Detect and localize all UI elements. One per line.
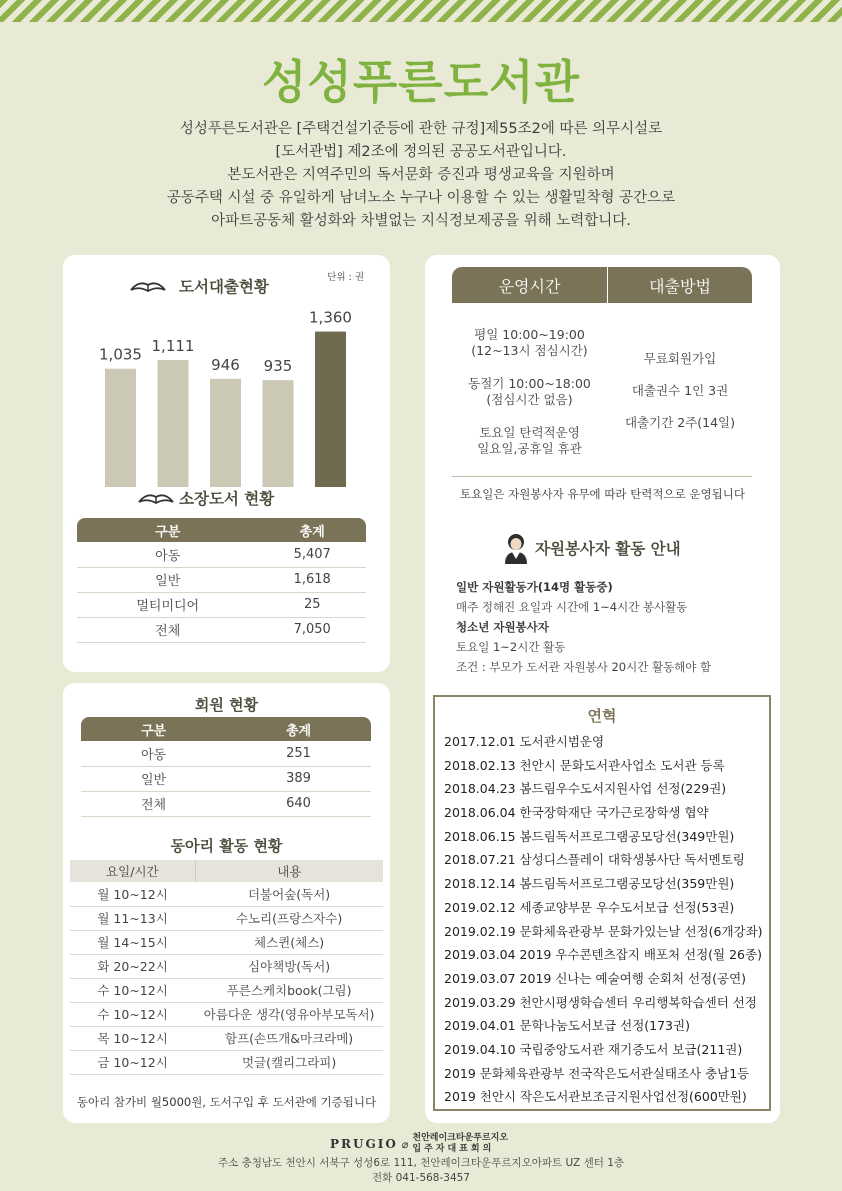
brand-text xyxy=(412,1133,508,1155)
chart-bar xyxy=(315,332,346,487)
loan-line: 대출기간 2주(14일) xyxy=(624,415,736,430)
hours-list xyxy=(452,327,607,457)
open-book-icon xyxy=(137,490,175,506)
chart-bar xyxy=(210,379,241,487)
hours-line: (12~13시 점심시간) xyxy=(471,343,588,358)
table-row xyxy=(70,978,383,1002)
history-item: 2018.06.04 한국장학재단 국가근로장학생 협약 xyxy=(444,805,709,821)
loans-bar-chart xyxy=(63,285,390,495)
footer-phone: 전화 041-568-3457 xyxy=(371,1172,470,1184)
volunteer-general-text: 매주 정해진 요일과 시간에 1~4시간 봉사활동 xyxy=(456,600,688,614)
members-table xyxy=(81,717,371,817)
table-row xyxy=(70,1026,383,1050)
history-item: 2019.03.29 천안시평생학습센터 우리행복학습센터 선정 xyxy=(444,994,757,1010)
history-item: 2019.04.01 문학나눔도서보급 선정(173권) xyxy=(444,1018,690,1034)
history-item: 2019.02.12 세종교양부문 우수도서보급 선정(53권) xyxy=(444,899,735,915)
committee: 입주자대표회의 xyxy=(412,1144,495,1154)
table-row xyxy=(70,1002,383,1026)
table-row xyxy=(81,766,371,791)
table-cell: 전체 xyxy=(81,791,226,816)
table-cell: 아름다운 생각(영유아부모독서) xyxy=(195,1002,383,1026)
volunteer-general-title: 일반 자원활동가(14명 활동중) xyxy=(456,580,613,594)
table-cell: 수 10~12시 xyxy=(70,978,195,1002)
table-row xyxy=(70,1050,383,1074)
clubs-table-wrap xyxy=(70,860,383,1075)
footer-logo xyxy=(330,1133,508,1155)
table-cell: 금 10~12시 xyxy=(70,1050,195,1074)
hours-line: 일요일,공휴일 휴관 xyxy=(477,441,582,456)
table-cell: 더불어숲(독서) xyxy=(195,882,383,906)
divider xyxy=(452,476,752,477)
intro-line: 본도서관은 지역주민의 독서문화 증진과 평생교육을 지원하며 xyxy=(227,167,615,183)
intro-line: 아파트공동체 활성화와 차별없는 지식정보제공을 위해 노력합니다. xyxy=(211,213,631,229)
brand-leaf-icon: ⌀ xyxy=(401,1137,409,1151)
chart-value-label: 935 xyxy=(263,357,293,376)
table-cell: 아동 xyxy=(81,741,226,766)
page-title: 성성푸른도서관 xyxy=(261,55,581,109)
table-cell: 멀티미디어 xyxy=(77,592,258,617)
table-cell: 640 xyxy=(226,791,371,816)
table-row xyxy=(70,882,383,906)
top-stripe xyxy=(0,0,842,22)
history-item: 2019 천안시 작은도서관보조금지원사업선정(600만원) xyxy=(444,1089,747,1105)
history-item: 2018.07.21 삼성디스플레이 대학생봉사단 독서멘토링 xyxy=(444,852,745,868)
intro-line: 성성푸른도서관은 [주택건설기준등에 관한 규정]제55조2에 따른 의무시설로 xyxy=(179,121,663,137)
table-row xyxy=(77,617,366,642)
chart-value-label: 1,111 xyxy=(151,337,195,356)
history-item: 2018.06.15 봄드림독서프로그램공모당선(349만원) xyxy=(444,828,735,844)
loan-line: 무료회원가입 xyxy=(643,351,717,366)
table-row xyxy=(70,930,383,954)
table-cell: 251 xyxy=(226,741,371,766)
table-header-row xyxy=(77,518,366,542)
holdings-table xyxy=(77,518,366,643)
hours-line: (점심시간 없음) xyxy=(486,392,573,407)
table-row xyxy=(77,542,366,567)
table-cell: 멋글(캘리그라피) xyxy=(195,1050,383,1074)
hours-line: 평일 10:00~19:00 xyxy=(474,327,585,342)
table-row xyxy=(70,906,383,930)
table-header-cell: 구분 xyxy=(77,518,258,542)
chart-bar xyxy=(105,369,136,487)
loan-line: 대출권수 1인 3권 xyxy=(631,383,729,398)
loans-holdings-card xyxy=(63,255,390,672)
chart-value-label: 1,035 xyxy=(99,345,142,364)
table-cell: 389 xyxy=(226,766,371,791)
volunteer-youth-title: 청소년 자원봉사자 xyxy=(456,620,549,634)
volunteer-header xyxy=(501,531,681,565)
chart-bar xyxy=(263,380,294,487)
holdings-title: 소장도서 현황 xyxy=(179,490,275,508)
table-cell: 전체 xyxy=(77,617,258,642)
history-item: 2018.12.14 봄드림독서프로그램공모당선(359만원) xyxy=(444,876,735,892)
loan-method-list xyxy=(608,351,752,431)
history-list xyxy=(444,730,769,1109)
intro-line: [도서관법] 제2조에 정의된 공공도서관입니다. xyxy=(275,144,567,160)
loan-method-header: 대출방법 xyxy=(608,267,752,303)
table-cell: 체스퀸(체스) xyxy=(195,930,383,954)
table-cell: 일반 xyxy=(77,567,258,592)
table-cell: 월 10~12시 xyxy=(70,882,195,906)
table-cell: 월 11~13시 xyxy=(70,906,195,930)
table-cell: 푸른스케치book(그림) xyxy=(195,978,383,1002)
hours-note: 토요일은 자원봉사자 유무에 따라 탄력적으로 운영됩니다 xyxy=(460,487,745,501)
intro-line: 공동주택 시설 중 유일하게 남녀노소 누구나 이용할 수 있는 생활밀착형 공간으로 xyxy=(166,190,676,206)
table-cell: 7,050 xyxy=(258,617,366,642)
intro-text xyxy=(0,118,842,233)
chart-value-label: 946 xyxy=(211,355,240,374)
clubs-table xyxy=(70,860,383,1075)
table-header-cell: 요일/시간 xyxy=(70,860,195,882)
history-item: 2017.12.01 도서관시범운영 xyxy=(444,734,605,749)
footer-address: 주소 충청남도 천안시 서북구 성성6로 111, 천안레이크타운푸르지오아파트 UZ 센터 1층 xyxy=(217,1157,625,1169)
clubs-title: 동아리 활동 현황 xyxy=(170,837,283,855)
chart-bar xyxy=(158,360,189,487)
table-row xyxy=(81,791,371,816)
table-cell: 함프(손뜨개&마크라메) xyxy=(195,1026,383,1050)
history-item: 2019.03.04 2019 우수콘텐츠잡지 배포처 선정(월 26종) xyxy=(444,947,762,963)
table-row xyxy=(77,567,366,592)
table-header-row xyxy=(70,860,383,882)
volunteer-title: 자원봉사자 활동 안내 xyxy=(535,540,681,558)
history-title: 연혁 xyxy=(587,707,617,725)
members-clubs-card xyxy=(63,683,390,1123)
holdings-header xyxy=(137,487,274,509)
table-cell: 25 xyxy=(258,592,366,617)
loans-title: 도서대출현황 xyxy=(179,278,269,296)
table-cell: 화 20~22시 xyxy=(70,954,195,978)
table-header-cell: 내용 xyxy=(195,860,383,882)
volunteer-person-icon xyxy=(501,531,531,565)
hours-line: 토요일 탄력적운영 xyxy=(479,425,580,440)
volunteer-youth-text: 토요일 1~2시간 활동 xyxy=(456,640,566,654)
history-item: 2018.04.23 봄드림우수도서지원사업 선정(229권) xyxy=(444,781,727,797)
table-row xyxy=(77,592,366,617)
volunteer-youth-condition: 조건 : 부모가 도서관 자원봉사 20시간 활동해야 함 xyxy=(456,660,712,674)
table-cell: 5,407 xyxy=(258,542,366,567)
brand-sub: 천안레이크타운푸르지오 xyxy=(412,1133,509,1143)
table-row xyxy=(81,741,371,766)
history-item: 2019.03.07 2019 신나는 예술여행 순회처 선정(공연) xyxy=(444,970,747,986)
history-item: 2019 문화체육관광부 전국작은도서관실태조사 충남1등 xyxy=(444,1065,750,1081)
table-cell: 일반 xyxy=(81,766,226,791)
history-item: 2018.02.13 천안시 문화도서관사업소 도서관 등록 xyxy=(444,757,725,773)
table-cell: 수 10~12시 xyxy=(70,1002,195,1026)
table-header-cell: 총계 xyxy=(258,518,366,542)
table-header-row xyxy=(81,717,371,741)
history-box xyxy=(433,695,771,1111)
table-header-cell: 총계 xyxy=(226,717,371,741)
members-table-wrap xyxy=(81,717,371,817)
table-cell: 1,618 xyxy=(258,567,366,592)
brand-logo: PRUGIO xyxy=(330,1137,398,1151)
chart-value-label: 1,360 xyxy=(309,308,352,327)
loans-unit: 단위 : 권 xyxy=(327,272,364,283)
hours-line: 동절기 10:00~18:00 xyxy=(468,376,591,391)
table-cell: 수노리(프랑스자수) xyxy=(195,906,383,930)
table-row xyxy=(70,954,383,978)
hours-header: 운영시간 xyxy=(452,267,607,303)
volunteer-info xyxy=(456,577,711,677)
history-item: 2019.04.10 국립중앙도서관 재기증도서 보급(211권) xyxy=(444,1041,743,1057)
clubs-note: 동아리 참가비 월5000원, 도서구입 후 도서관에 기증됩니다 xyxy=(76,1095,377,1109)
table-cell: 심야책방(독서) xyxy=(195,954,383,978)
table-cell: 목 10~12시 xyxy=(70,1026,195,1050)
holdings-table-wrap xyxy=(77,518,366,643)
members-title: 회원 현황 xyxy=(194,696,259,714)
table-cell: 아동 xyxy=(77,542,258,567)
table-cell: 월 14~15시 xyxy=(70,930,195,954)
table-header-cell: 구분 xyxy=(81,717,226,741)
history-item: 2019.02.19 문화체육관광부 문화가있는날 선정(6개강좌) xyxy=(444,923,763,939)
